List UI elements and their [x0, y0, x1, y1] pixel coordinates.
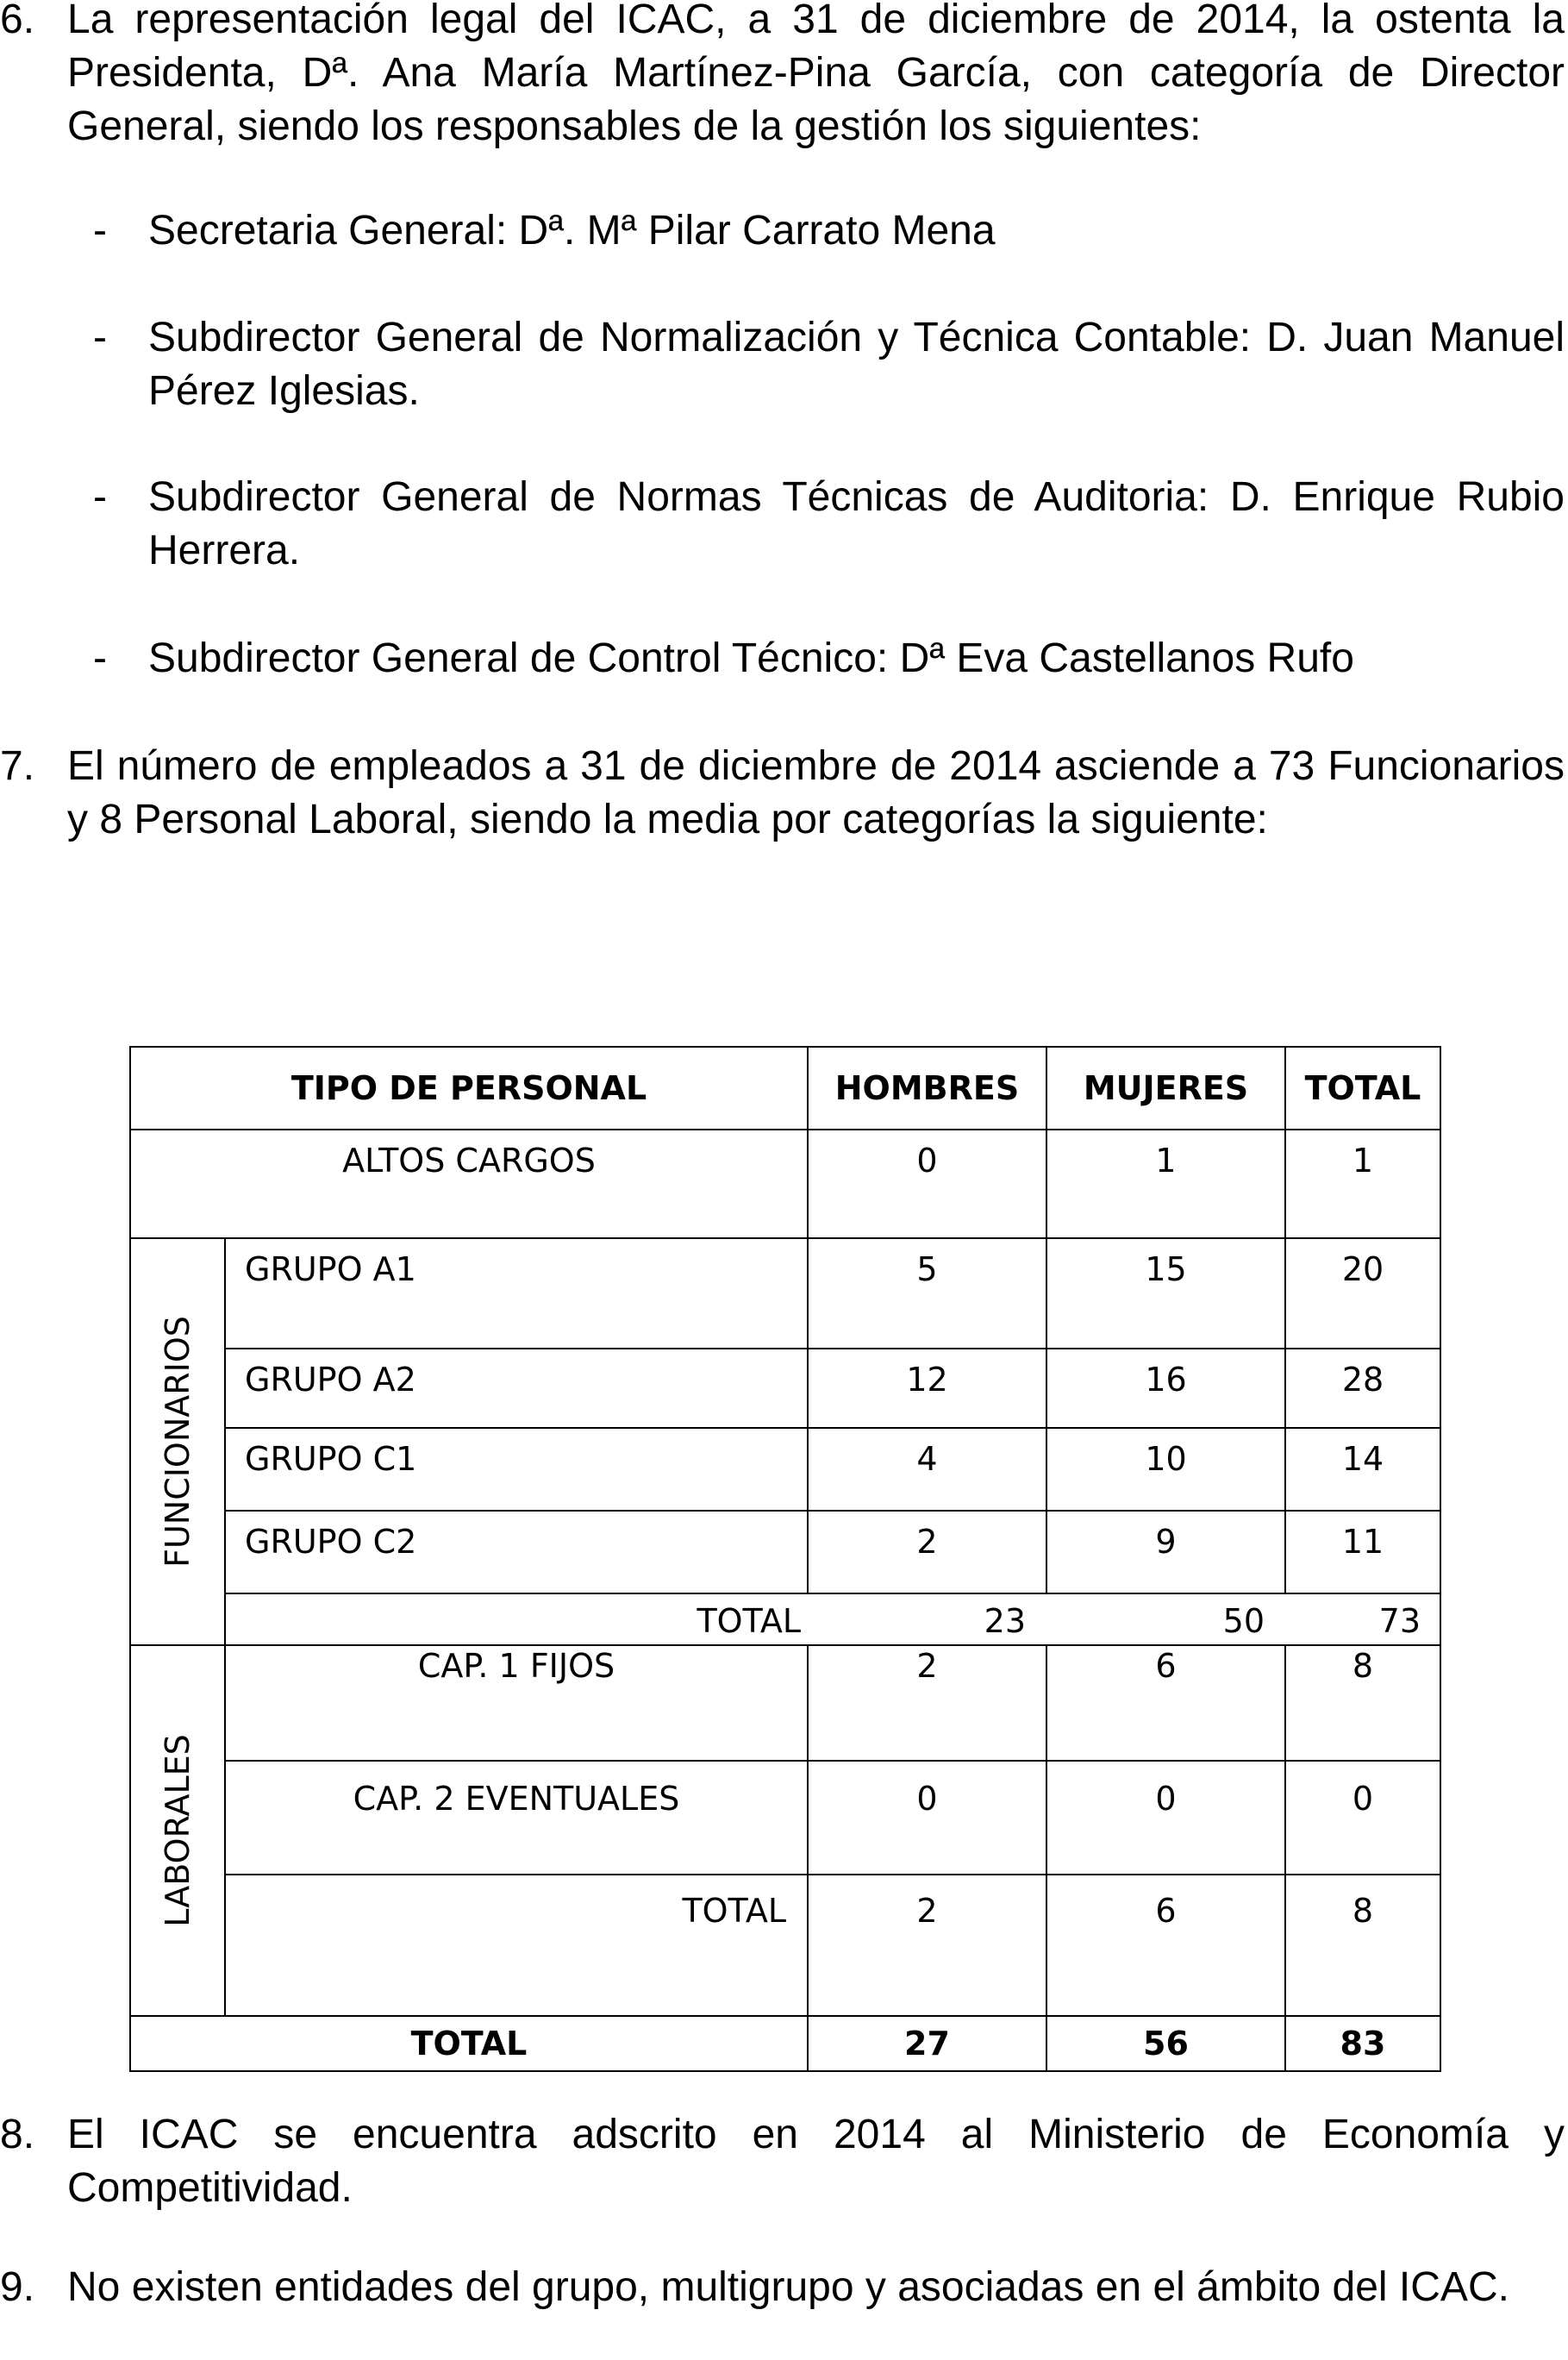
responsable-item — [0, 632, 1565, 685]
list-dash: - — [93, 315, 107, 360]
group-label-laborales: LABORALES — [129, 1644, 226, 2017]
cell-hombres: 2 — [807, 1644, 1047, 1762]
paragraph-number: 6. — [0, 0, 35, 42]
cell-mujeres: 16 — [1046, 1348, 1286, 1429]
cell-hombres: 2 — [807, 1874, 1047, 2017]
cell-mujeres: 6 — [1046, 1644, 1286, 1762]
cell-total: 1 — [1284, 1129, 1441, 1239]
cell-total: 8 — [1284, 1874, 1441, 2017]
row-label-altos-cargos: ALTOS CARGOS — [129, 1129, 809, 1239]
paragraph-number: 7. — [0, 743, 35, 789]
cell-mujeres: 10 — [1046, 1427, 1286, 1512]
paragraph-9 — [0, 2261, 1565, 2360]
cell-hombres: 4 — [807, 1427, 1047, 1512]
responsable-text: Secretaria General: Dª. Mª Pilar Carrato Mena — [148, 208, 996, 254]
staff-table — [129, 1046, 1441, 2063]
cell-total: 28 — [1284, 1348, 1441, 1429]
row-label: CAP. 2 EVENTUALES — [224, 1760, 809, 1875]
row-label: GRUPO A2 — [224, 1348, 809, 1429]
cell-mujeres: 0 — [1046, 1760, 1286, 1875]
list-dash: - — [93, 474, 107, 520]
cell-mujeres: 9 — [1046, 1510, 1286, 1594]
cell-total: 0 — [1284, 1760, 1441, 1875]
cell-total: 14 — [1284, 1427, 1441, 1512]
subtotal-mujeres: 50 — [1222, 1602, 1265, 1640]
list-dash: - — [93, 635, 107, 681]
subtotal-label: TOTAL — [697, 1602, 801, 1640]
paragraph-7 — [0, 740, 1565, 904]
header-total: TOTAL — [1284, 1046, 1441, 1130]
cell-total: 8 — [1284, 1644, 1441, 1762]
paragraph-number: 8. — [0, 2112, 35, 2157]
responsable-text: Subdirector General de Normalización y Técnica Contable: D. Juan Manuel Pérez Iglesias. — [148, 315, 1565, 414]
row-label: CAP. 1 FIJOS — [224, 1644, 809, 1762]
cell-mujeres: 15 — [1046, 1237, 1286, 1349]
responsable-text: Subdirector General de Control Técnico: Dª Eva Castellanos Rufo — [148, 635, 1354, 681]
row-label: GRUPO C1 — [224, 1427, 809, 1512]
paragraph-number: 9. — [0, 2264, 35, 2310]
cell-hombres: 0 — [807, 1760, 1047, 1875]
subtotal-hombres: 23 — [984, 1602, 1026, 1640]
paragraph-8 — [0, 2108, 1565, 2215]
grand-total-mujeres: 56 — [1046, 2015, 1286, 2072]
cell-mujeres: 1 — [1046, 1129, 1286, 1239]
laborales-total-label: TOTAL — [224, 1874, 809, 2017]
cell-mujeres: 6 — [1046, 1874, 1286, 2017]
header-tipo: TIPO DE PERSONAL — [129, 1046, 809, 1130]
responsable-item — [0, 204, 1565, 258]
cell-total: 20 — [1284, 1237, 1441, 1349]
paragraph-text: La representación legal del ICAC, a 31 de diciembre de 2014, la ostenta la Presidenta, Dª. Ana María Martínez-Pina García, con categoría de Director General, siendo los responsables de la gestión los siguientes: — [67, 0, 1565, 149]
header-mujeres: MUJERES — [1046, 1046, 1286, 1130]
cell-hombres: 5 — [807, 1237, 1047, 1349]
row-label: GRUPO A1 — [224, 1237, 809, 1349]
paragraph-text: El ICAC se encuentra adscrito en 2014 al Ministerio de Economía y Competitividad. — [67, 2112, 1565, 2211]
header-hombres: HOMBRES — [807, 1046, 1047, 1130]
grand-total-total: 83 — [1284, 2015, 1441, 2072]
responsable-item — [0, 471, 1565, 578]
cell-hombres: 12 — [807, 1348, 1047, 1429]
paragraph-text: El número de empleados a 31 de diciembre de 2014 asciende a 73 Funcionarios y 8 Personal Laboral, siendo la media por categorías la siguiente: — [67, 743, 1565, 842]
list-dash: - — [93, 208, 107, 254]
cell-hombres: 2 — [807, 1510, 1047, 1594]
grand-total-hombres: 27 — [807, 2015, 1047, 2072]
funcionarios-total-row — [224, 1593, 1441, 1646]
group-label-funcionarios: FUNCIONARIOS — [129, 1237, 226, 1646]
grand-total-label: TOTAL — [129, 2015, 809, 2072]
paragraph-text: No existen entidades del grupo, multigrupo y asociadas en el ámbito del ICAC. — [67, 2264, 1509, 2310]
responsable-text: Subdirector General de Normas Técnicas de Auditoria: D. Enrique Rubio Herrera. — [148, 474, 1565, 573]
paragraph-6 — [0, 0, 1565, 157]
row-label: GRUPO C2 — [224, 1510, 809, 1594]
cell-hombres: 0 — [807, 1129, 1047, 1239]
subtotal-total: 73 — [1378, 1602, 1421, 1640]
cell-total: 11 — [1284, 1510, 1441, 1594]
responsable-item — [0, 311, 1565, 418]
